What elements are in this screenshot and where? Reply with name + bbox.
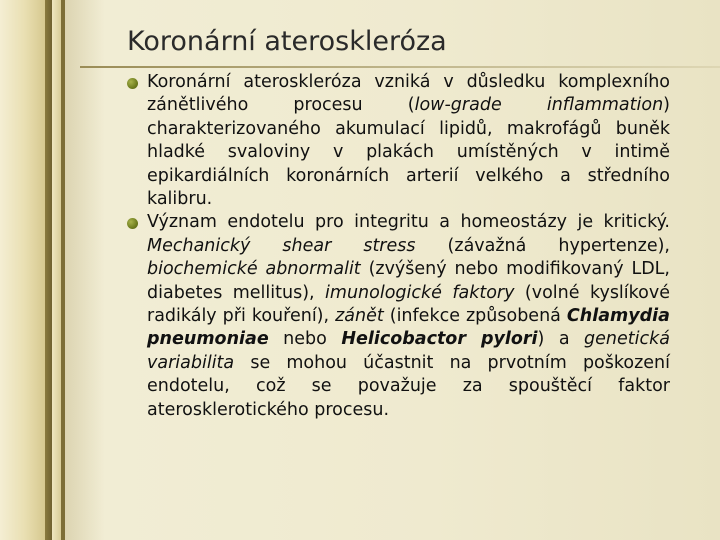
sidebar-stripe — [52, 0, 61, 540]
emphasis-text: imunologické faktory — [325, 282, 515, 303]
text-segment: (závažná hypertenze), — [415, 235, 670, 256]
text-segment: Koronární ateroskleróza vzniká v důsledku komplexního zánětlivého procesu ( — [147, 72, 670, 116]
bullet-text — [147, 212, 670, 419]
bullet-item — [122, 71, 670, 211]
text-segment: (volné kyslíkové radikály při kouření), — [147, 282, 671, 327]
slide-body — [122, 71, 670, 422]
emphasis-text: biochemické abnormalit — [147, 259, 361, 280]
emphasis-text: Helicobactor pylori — [341, 329, 538, 350]
emphasis-text: zánět — [335, 306, 384, 327]
text-segment: nebo — [268, 329, 342, 350]
text-segment: Význam endotelu pro integritu a homeostázy je kritický. — [147, 212, 670, 233]
text-segment: (infekce způsobená — [383, 306, 567, 327]
slide-title: Koronární ateroskleróza — [127, 26, 447, 57]
emphasis-text: low-grade inflammation — [414, 95, 664, 116]
emphasis-text: genetická variabilita — [147, 329, 670, 373]
text-segment: se mohou účastnit na prvotním poškození endotelu, což se považuje za spouštěcí faktor aterosklerotického procesu. — [147, 352, 670, 420]
title-underline — [80, 66, 720, 68]
bullet-item — [122, 211, 670, 422]
bullet-icon — [127, 218, 138, 229]
text-segment: (zvýšený nebo modifikovaný LDL, diabetes mellitus), — [147, 259, 670, 303]
emphasis-text: Chlamydia pneumoniae — [147, 306, 670, 350]
text-segment: ) a — [537, 329, 585, 350]
emphasis-text: Mechanický shear stress — [147, 235, 416, 256]
text-segment: ) charakterizovaného akumulací lipidů, makrofágů buněk hladké svaloviny v plakách umístěných v intimě epikardiálních koronárních arterií velkého a středního kalibru. — [147, 95, 670, 210]
sidebar-stripe — [45, 0, 52, 540]
bullet-icon — [127, 78, 138, 89]
bullet-text — [147, 72, 670, 209]
sidebar-shadow — [65, 0, 105, 540]
decorative-sidebar — [0, 0, 45, 540]
